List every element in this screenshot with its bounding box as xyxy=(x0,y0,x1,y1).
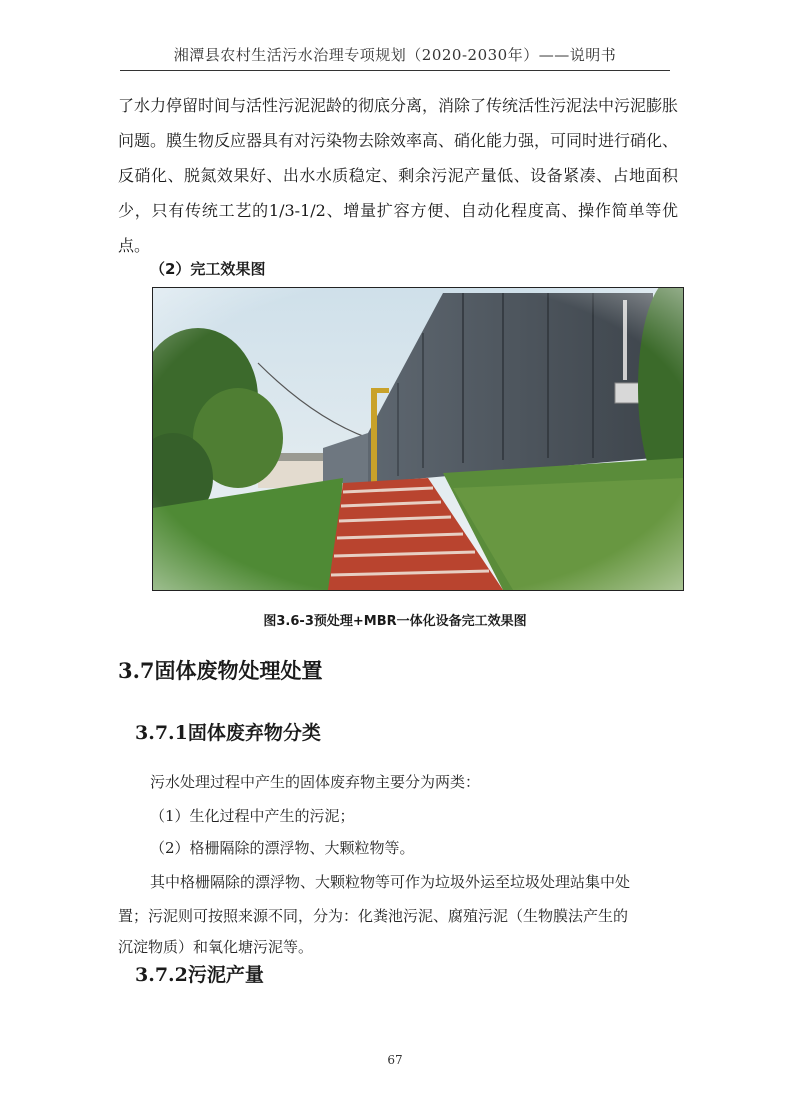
subsection-heading-sludge: 3.7.2污泥产量 xyxy=(135,964,264,986)
list-item: （2）格栅隔除的漂浮物、大颗粒物等。 xyxy=(150,839,415,857)
body-line: 污水处理过程中产生的固体废弃物主要分为两类： xyxy=(150,773,481,791)
completed-equipment-photo xyxy=(152,287,684,591)
photo-illustration xyxy=(153,288,683,590)
body-line: 置；污泥则可按照来源不同，分为：化粪池污泥、腐殖污泥（生物膜法产生的 xyxy=(118,907,629,925)
running-header: 湘潭县农村生活污水治理专项规划（2020-2030年）——说明书 xyxy=(173,46,617,64)
subsection-label: （2）完工效果图 xyxy=(150,260,266,278)
header-rule xyxy=(120,70,670,71)
section-heading: 3.7固体废物处理处置 xyxy=(118,658,323,683)
figure-caption: 图3.6-3预处理+MBR一体化设备完工效果图 xyxy=(263,614,527,629)
subsection-heading-classification: 3.7.1固体废弃物分类 xyxy=(135,722,321,744)
list-item: （1）生化过程中产生的污泥； xyxy=(150,807,355,825)
body-line: 沉淀物质）和氧化塘污泥等。 xyxy=(118,938,314,956)
body-line: 其中格栅隔除的漂浮物、大颗粒物等可作为垃圾外运至垃圾处理站集中处 xyxy=(150,873,631,891)
page-number: 67 xyxy=(387,1053,403,1067)
intro-paragraph: 了水力停留时间与活性污泥泥龄的彻底分离，消除了传统活性污泥法中污泥膨胀问题。膜生物反应器具有对污染物去除效率高、硝化能力强，可同时进行硝化、反硝化、脱氮效果好、出水水质稳定、剩余污泥产量低、设备紧凑、占地面积少，只有传统工艺的1/3-1/2、增量扩容方便、自动化程度高、操作简单等优点。 xyxy=(118,96,679,255)
